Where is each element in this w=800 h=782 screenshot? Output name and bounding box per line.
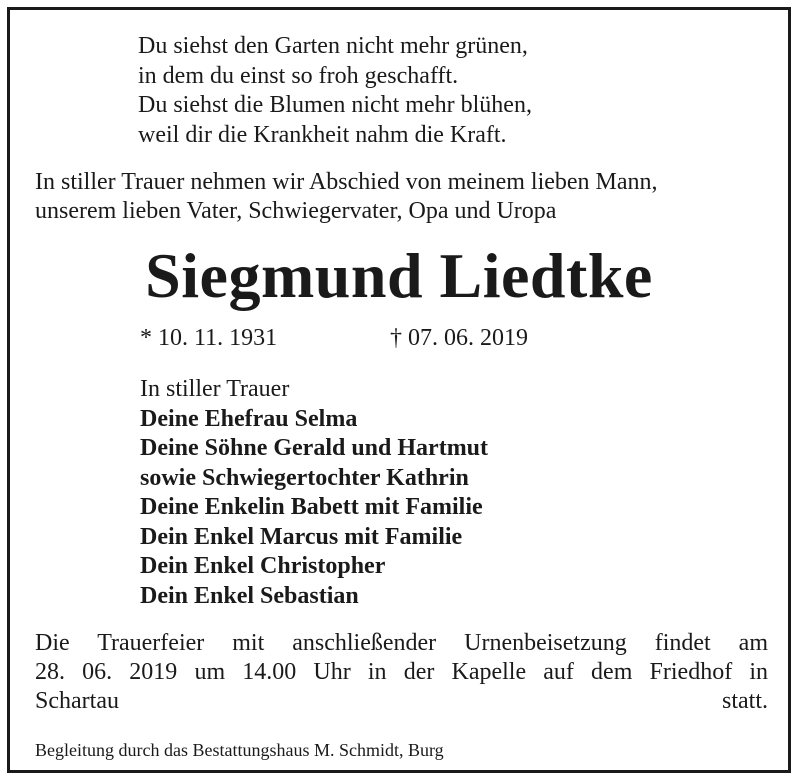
farewell-intro [35, 168, 658, 226]
poem-line: Du siehst die Blumen nicht mehr blühen, [138, 92, 532, 118]
poem-line: in dem du einst so froh geschafft. [138, 62, 459, 89]
mourner-entry: Deine Enkelin Babett mit Familie [140, 494, 483, 520]
mourner-entry: sowie Schwiegertochter Kathrin [140, 464, 469, 491]
funeral-home-credit: Begleitung durch das Bestattungshaus M. Schmidt, Burg [35, 740, 444, 760]
mourners-heading: In stiller Trauer [140, 376, 290, 402]
funeral-details [35, 629, 768, 716]
funeral-line: 28. 06. 2019 um 14.00 Uhr in der Kapelle auf dem Friedhof in [35, 659, 768, 685]
deceased-name: Siegmund Liedtke [145, 240, 653, 311]
poem-line: Du siehst den Garten nicht mehr grünen, [138, 33, 528, 59]
intro-line: In stiller Trauer nehmen wir Abschied von meinem lieben Mann, [35, 169, 658, 195]
mourner-entry: Dein Enkel Marcus mit Familie [140, 523, 463, 550]
poem-line: weil dir die Krankheit nahm die Kraft. [138, 121, 507, 148]
funeral-line: Die Trauerfeier mit anschließender Urnenbeisetzung findet am [35, 630, 768, 656]
mourner-entry: Dein Enkel Christopher [140, 553, 386, 579]
obituary-notice [7, 7, 791, 773]
funeral-line: Schartau statt. [35, 688, 768, 714]
mourner-entry: Dein Enkel Sebastian [140, 582, 359, 609]
death-date: † 07. 06. 2019 [390, 325, 528, 351]
mourners-list [140, 375, 488, 611]
mourner-entry: Deine Söhne Gerald und Hartmut [140, 435, 489, 461]
memorial-poem [138, 32, 532, 150]
birth-date: * 10. 11. 1931 [140, 325, 278, 351]
intro-line: unserem lieben Vater, Schwiegervater, Opa und Uropa [35, 198, 557, 224]
mourner-entry: Deine Ehefrau Selma [140, 405, 358, 432]
